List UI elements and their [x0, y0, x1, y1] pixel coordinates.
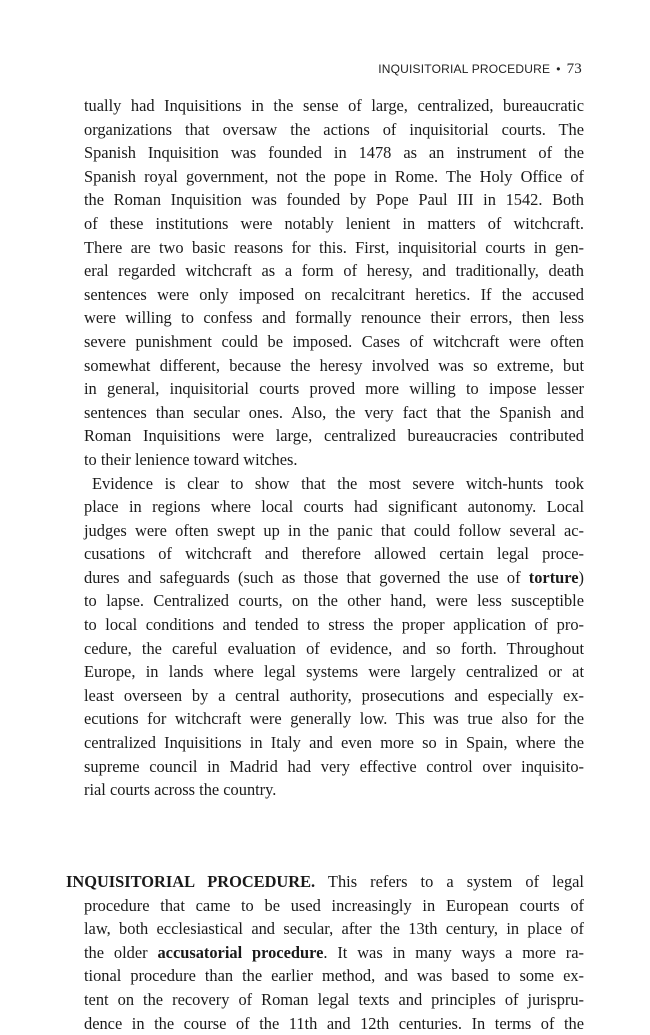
text-line: of these institutions were notably lenient in matters of witchcraft. [84, 213, 584, 233]
text-line: rial courts across the country. [84, 780, 277, 800]
text-line: eral regarded witchcraft as a form of heresy, and traditionally, death [84, 261, 584, 281]
text-line [66, 941, 584, 965]
text-line: dence in the course of the 11th and 12th centuries. In terms of the [84, 1013, 584, 1033]
text-run: the older [84, 942, 158, 962]
text-line: the Roman Inquisition was founded by Pope Paul III in 1542. Both [84, 190, 584, 210]
text-line: Spanish royal government, not the pope in Rome. The Holy Office of [84, 166, 584, 186]
text-line: cusations of witchcraft and therefore allowed certain legal proce- [84, 544, 584, 564]
text-line: procedure that came to be used increasingly in European courts of [84, 895, 584, 915]
text-line: sentences than secular ones. Also, the very fact that the Spanish and [84, 402, 584, 422]
header-bullet: • [556, 62, 561, 76]
text-line: supreme council in Madrid had very effective control over inquisito- [84, 756, 584, 776]
text-line: law, both ecclesiastical and secular, after the 13th century, in place of [84, 919, 584, 939]
text-line [84, 566, 584, 590]
cross-reference-torture[interactable]: torture [528, 567, 579, 587]
text-line: tional procedure than the earlier method, and was based to some ex- [84, 966, 584, 986]
text-line: cedure, the careful evaluation of evidence, and so forth. Throughout [84, 638, 584, 658]
text-line: Europe, in lands where legal systems were largely centralized or at [84, 662, 584, 682]
text-run: This refers to a system of legal [315, 872, 584, 891]
text-run: dures and safeguards (such as those that governed the use of [84, 567, 529, 587]
text-line: tent on the recovery of Roman legal texts and principles of jurispru- [84, 989, 584, 1009]
text-line: sentences were only imposed on recalcitrant heretics. If the accused [84, 284, 584, 304]
text-line: severe punishment could be imposed. Cases of witchcraft were often [84, 331, 584, 351]
text-line [66, 870, 584, 894]
text-line: There are two basic reasons for this. First, inquisitorial courts in gen- [84, 237, 584, 257]
entry-headword: INQUISITORIAL PROCEDURE. [66, 872, 316, 891]
text-line: place in regions where local courts had significant autonomy. Local [84, 497, 584, 517]
text-line: Spanish Inquisition was founded in 1478 as an instrument of the [84, 143, 584, 163]
page-number: 73 [566, 61, 582, 77]
text-line: judges were often swept up in the panic that could follow several ac- [84, 520, 584, 540]
cross-reference-accusatorial-procedure[interactable]: accusatorial procedure [157, 942, 324, 962]
text-line: to their lenience toward witches. [84, 449, 298, 469]
text-line: least overseen by a central authority, prosecutions and especially ex- [84, 685, 584, 705]
body-text [84, 94, 584, 802]
text-line: Roman Inquisitions were large, centralized bureaucracies contributed [84, 426, 584, 446]
text-line: to local conditions and tended to stress the proper application of pro- [84, 615, 584, 635]
text-line: were willing to confess and formally renounce their errors, then less [84, 308, 584, 328]
text-run: . It was in many ways a more ra- [323, 942, 584, 962]
text-line: centralized Inquisitions in Italy and even more so in Spain, where the [84, 733, 584, 753]
text-run: ) [578, 567, 584, 587]
text-line: to lapse. Centralized courts, on the other hand, were less susceptible [84, 591, 584, 611]
text-line: somewhat different, because the heresy involved was so extreme, but [84, 355, 584, 375]
running-header [378, 61, 582, 78]
text-line: Evidence is clear to show that the most severe witch-hunts took [92, 473, 584, 493]
text-line: ecutions for witchcraft were generally low. This was true also for the [84, 709, 584, 729]
text-line: organizations that oversaw the actions of inquisitorial courts. The [84, 119, 584, 139]
text-line: in general, inquisitorial courts proved more willing to impose lesser [84, 379, 584, 399]
dictionary-entry [66, 870, 584, 1035]
running-title: INQUISITORIAL PROCEDURE [378, 62, 551, 76]
text-line: tually had Inquisitions in the sense of large, centralized, bureaucratic [84, 96, 584, 115]
